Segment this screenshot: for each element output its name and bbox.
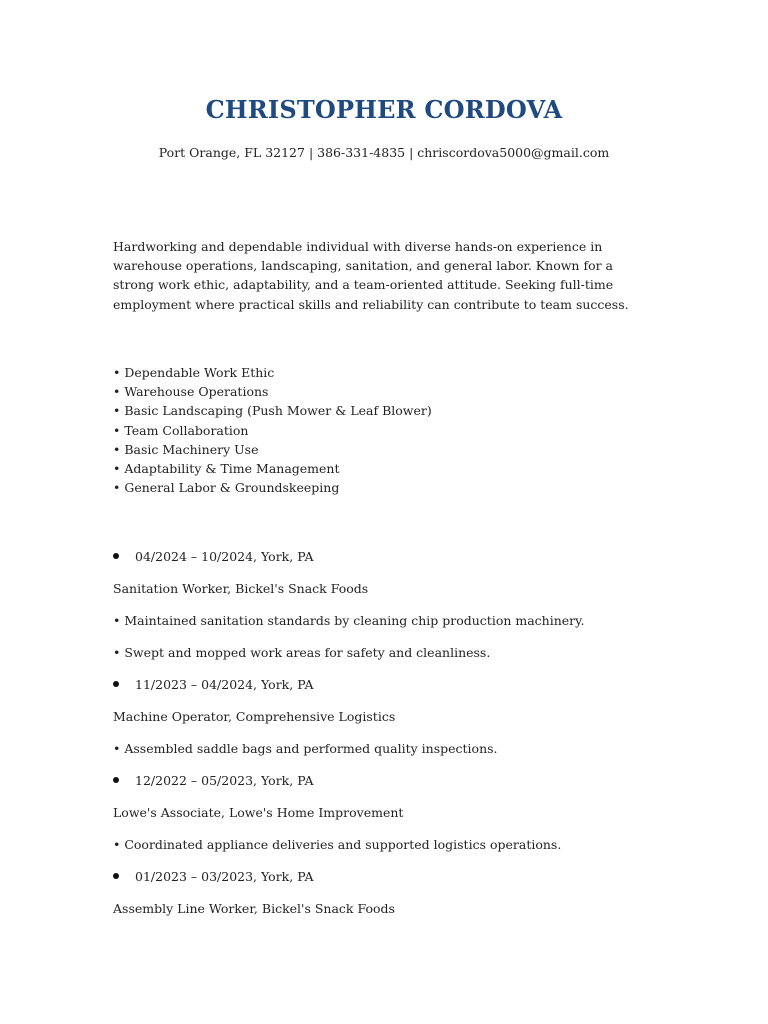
skills-list	[113, 363, 653, 497]
job-bullet: • Assembled saddle bags and performed quality inspections.	[113, 741, 498, 756]
job-dates	[113, 867, 673, 899]
job-dates	[113, 675, 673, 707]
job-dates-text: 12/2022 – 05/2023, York, PA	[135, 773, 314, 788]
summary-paragraph: Hardworking and dependable individual with diverse hands-on experience in warehouse operations, landscaping, sanitation, and general labor. Known for a strong work ethic, adaptability, and a team-oriented attitude. Seeking full-time employment where practical skills and reliability can contribute to team success.	[113, 239, 629, 312]
experience-section	[113, 547, 673, 931]
bullet-icon	[113, 553, 119, 559]
skill-item: • Basic Landscaping (Push Mower & Leaf Blower)	[113, 403, 432, 419]
job-title: Lowe's Associate, Lowe's Home Improvement	[113, 805, 404, 820]
candidate-name: CHRISTOPHER CORDOVA	[205, 95, 563, 124]
bullet-icon	[113, 777, 119, 783]
job-dates-text: 04/2024 – 10/2024, York, PA	[135, 549, 314, 564]
job-title: Machine Operator, Comprehensive Logistics	[113, 709, 396, 724]
job-title: Sanitation Worker, Bickel's Snack Foods	[113, 581, 369, 596]
contact-line: Port Orange, FL 32127 | 386-331-4835 | chriscordova5000@gmail.com	[158, 145, 610, 160]
job-dates	[113, 547, 673, 579]
skill-item: • Dependable Work Ethic	[113, 365, 275, 380]
skill-item: • Warehouse Operations	[113, 384, 269, 400]
job-dates	[113, 771, 673, 803]
job-dates-text: 01/2023 – 03/2023, York, PA	[135, 869, 314, 884]
skill-item: • Basic Machinery Use	[113, 441, 259, 457]
job-bullet: • Coordinated appliance deliveries and supported logistics operations.	[113, 837, 562, 852]
bullet-icon	[113, 681, 119, 687]
job-bullet: • Maintained sanitation standards by cleaning chip production machinery.	[113, 613, 585, 628]
job-dates-text: 11/2023 – 04/2024, York, PA	[135, 677, 314, 692]
skill-item: • General Labor & Groundskeeping	[113, 480, 340, 496]
bullet-icon	[113, 873, 119, 879]
job-bullet: • Swept and mopped work areas for safety and cleanliness.	[113, 645, 491, 660]
skill-item: • Team Collaboration	[113, 422, 249, 438]
skill-item: • Adaptability & Time Management	[113, 460, 340, 476]
job-title: Assembly Line Worker, Bickel's Snack Foods	[113, 901, 395, 916]
